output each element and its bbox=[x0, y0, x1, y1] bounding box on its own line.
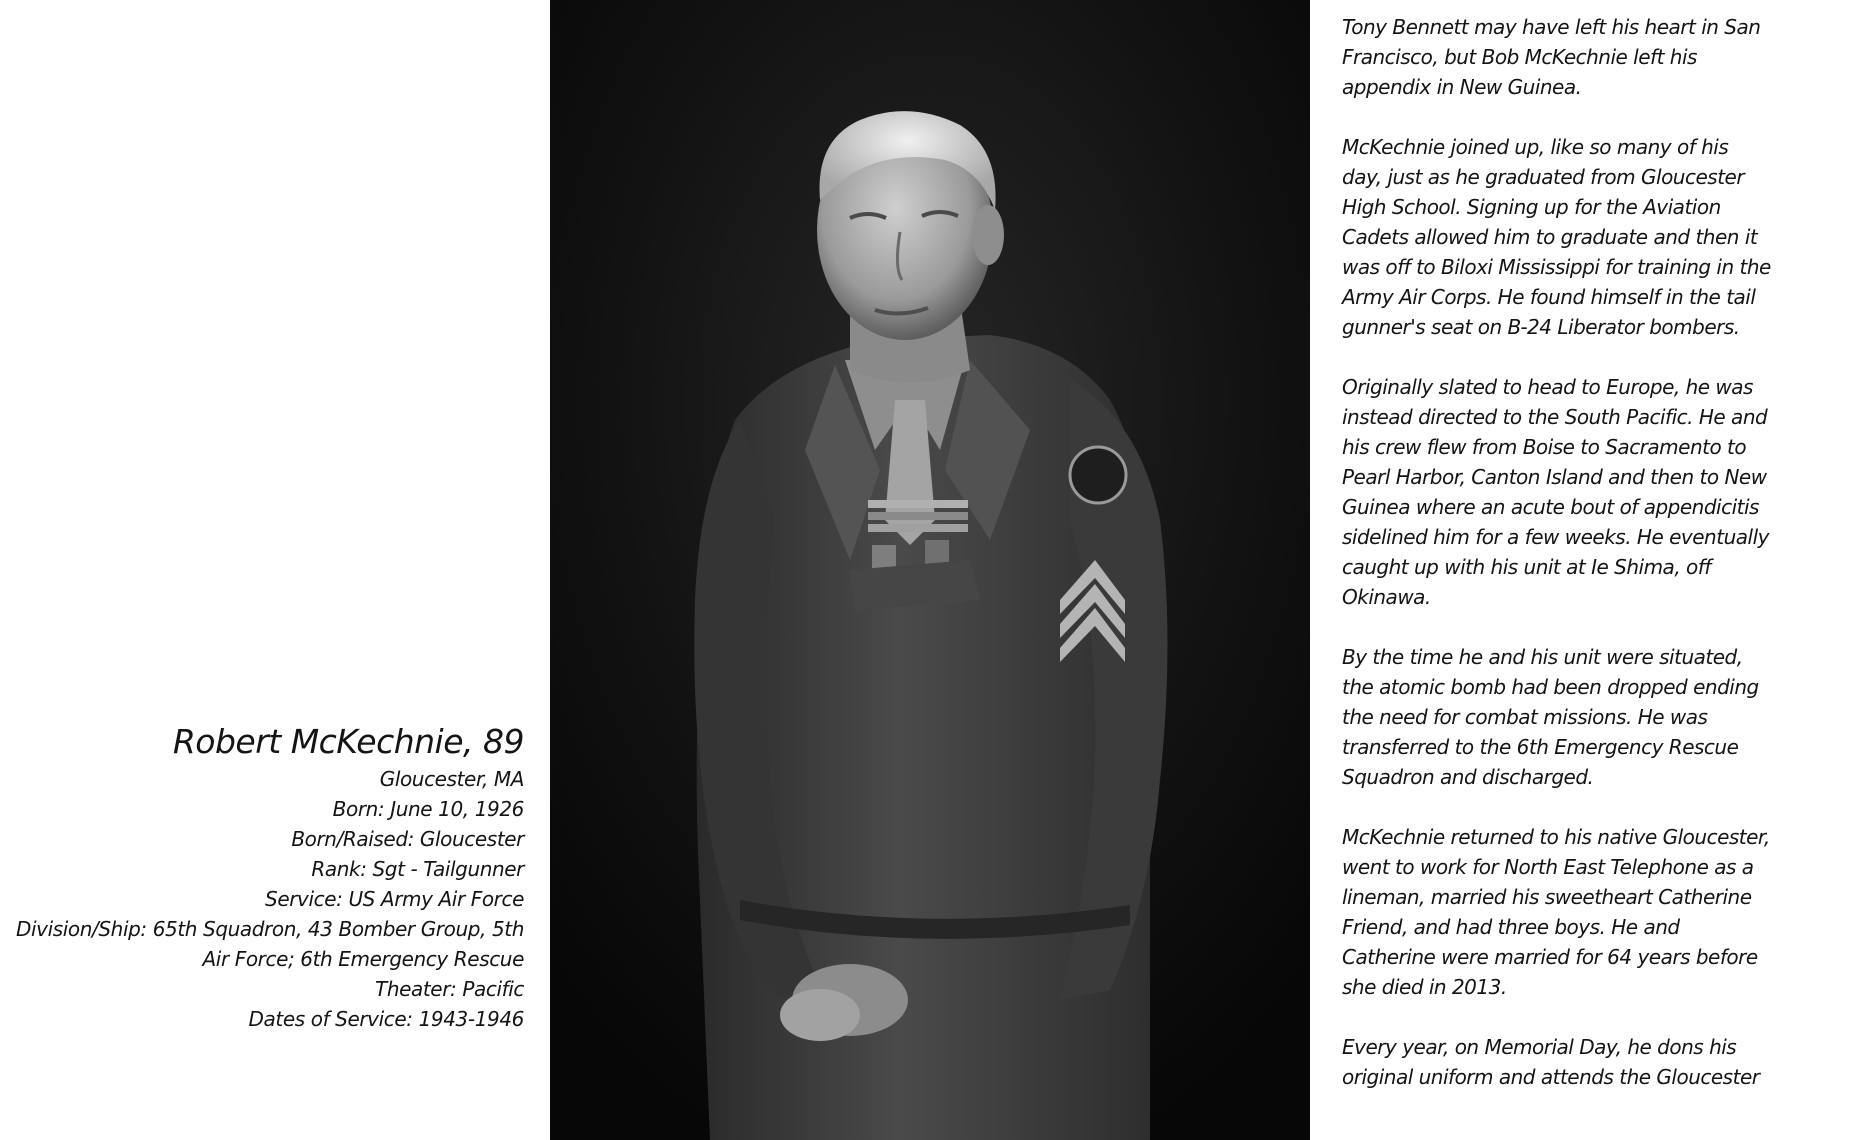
location: Gloucester, MA bbox=[379, 767, 524, 791]
born-raised: Born/Raised: Gloucester bbox=[291, 827, 524, 851]
story-paragraph-1: Tony Bennett may have left his heart in San Francisco, but Bob McKechnie left his appendix in New Guinea. bbox=[1342, 15, 1761, 99]
caption-column bbox=[0, 0, 527, 1140]
story-text bbox=[1342, 12, 1772, 1122]
service-branch: Service: US Army Air Force bbox=[265, 887, 524, 911]
division: Division/Ship: 65th Squadron, 43 Bomber Group, 5th Air Force; 6th Emergency Rescue bbox=[16, 917, 524, 971]
story-paragraph-4: By the time he and his unit were situated, the atomic bomb had been dropped ending the need for combat missions. He was transferred to the 6th Emergency Rescue Squadron and discharged. bbox=[1342, 645, 1759, 789]
birth-date: Born: June 10, 1926 bbox=[332, 797, 524, 821]
rank: Rank: Sgt - Tailgunner bbox=[311, 857, 524, 881]
veteran-portrait bbox=[550, 0, 1310, 1140]
service-dates: Dates of Service: 1943-1946 bbox=[248, 1007, 524, 1031]
story-paragraph-3: Originally slated to head to Europe, he was instead directed to the South Pacific. He and his crew flew from Boise to Sacramento to Pearl Harbor, Canton Island and then to New Guinea where an acute bout of appendicitis sidelined him for a few weeks. He eventually caught up with his unit at Ie Shima, off Okinawa. bbox=[1342, 375, 1769, 609]
story-paragraph-5: McKechnie returned to his native Gloucester, went to work for North East Telephone as a lineman, married his sweetheart Catherine Friend, and had three boys. He and Catherine were married for 64 years before she died in 2013. bbox=[1342, 825, 1770, 999]
story-paragraph-2: McKechnie joined up, like so many of his day, just as he graduated from Gloucester High School. Signing up for the Aviation Cadets allowed him to graduate and then it was off to Biloxi Mississippi for training in the Army Air Corps. He found himself in the tail gunner's seat on B-24 Liberator bombers. bbox=[1342, 135, 1771, 339]
story-paragraph-6: Every year, on Memorial Day, he dons his original uniform and attends the Gloucester bbox=[1342, 1035, 1760, 1089]
portrait-image bbox=[550, 0, 1310, 1140]
veteran-name: Robert McKechnie, 89 bbox=[172, 722, 524, 761]
veteran-caption bbox=[4, 722, 524, 1034]
theater: Theater: Pacific bbox=[375, 977, 524, 1001]
